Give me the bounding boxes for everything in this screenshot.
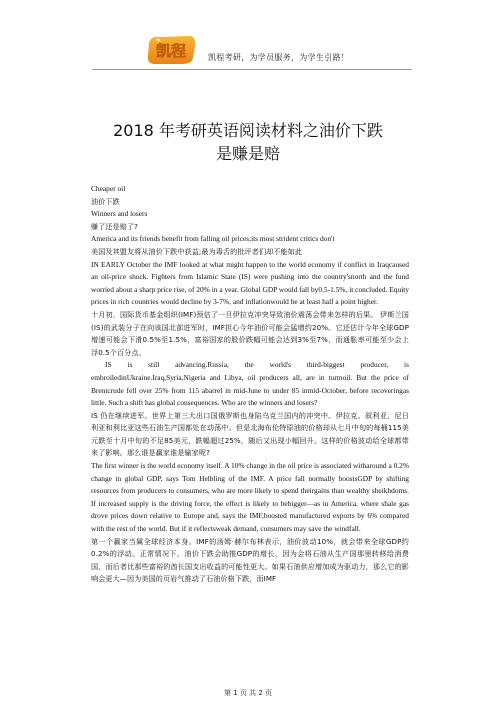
header-slogan: 凯程考研，为学员服务，为学生引路！	[208, 53, 350, 62]
heading-en: Cheaper oil	[91, 184, 126, 193]
article-title-line-1: 2018 年考研英语阅读材料之油价下跌	[113, 121, 383, 140]
subheading-en: Winners and losers	[91, 209, 148, 219]
paragraph-1-cn: 十月初，国际货币基金组织(IMF)预估了一旦伊拉克冲突导致油价震荡会带来怎样的后果。 伊斯兰国(IS)的武装分子在向该国北部进军时，IMF担心今年油价可能会猛增约20%。它还估计今年全球GDP增速可能会下滑0.5%至1.5%，富裕国家的股价跌幅可能会达到3%至7%，而通胀率可能至少会上浮0.5个百分点。	[91, 309, 409, 357]
article-body	[91, 183, 409, 586]
paragraph-3-cn: 第一个赢家当属全球经济本身。IMF的汤姆·赫尔布林表示，油价波动10%，就会带来全球GDP约0.2%的浮动。正常情况下，油价下跌会助推GDP的增长，因为会将石油从生产国那里转移给消费国，而后者比那些富裕的酋长国支出收益的可能性更大。如果石油供应增加成为驱动力，那么它的影响会更大—因为美国的页岩气推动了石油价格下跌，而IMF	[91, 536, 409, 584]
kaicheng-logo-icon	[145, 34, 197, 66]
lead-cn: 美国及其盟友将从油价下跌中获益;最为毒舌的批评者们却不能如此	[91, 246, 303, 256]
paragraph-2-en: IS is still advancing.Russia, the world's third-biggest producer, is embroiledinUkraine.Iraq,Syria,Nigeria and Libya, oil producers all, are in turmoil. But the price of Brentcrude fell over 25% from 115 abarrel in mid-June to under 85 inmid-October, before recoveringas little. Such a shift has global consequences. Who are the winners and losers?	[91, 360, 409, 408]
paragraph-1-en: IN EARLY October the IMF looked at what might happen to the world economy if conflict in Iraqcaused an oil-price shock. Fighters from Islamic State (IS) were pushing into the country'snorth and the fund worried about a sharp price rise, of 20% in a year. Global GDP would fall by0.5-1.5%, it concluded. Equity prices in rich countries would decline by 3-7%, and inflationwould be at least half a point higher.	[91, 259, 409, 307]
page-header	[0, 0, 496, 70]
article-title-line-2: 是赚是赔	[215, 144, 280, 163]
svg-text:凯程: 凯程	[155, 42, 187, 60]
page-footer: 第 1 页 共 2 页	[223, 689, 273, 697]
subheading-cn: 赚了还是赔了?	[91, 221, 139, 231]
heading-cn: 油价下跌	[91, 196, 120, 206]
paragraph-2-cn: IS 仍在继续进军。世界上第三大出口国俄罗斯也身陷乌克兰国内的冲突中。伊拉克、叙利亚、尼日利亚和利比亚这些石油生产国都处在动荡中。但是北海布伦特原油的价格却从七月中旬的每桶115美元跌至十月中旬的不足85美元，跌幅超过25%，随后又出现小幅回升。这样的价格波动给全球都带来了影响。那么谁是赢家谁是输家呢?	[91, 410, 409, 458]
lead-en: America and its friends benefit from falling oil prices;its most strident critics don't	[91, 234, 335, 244]
paragraph-3-en: The first winner is the world economy itself. A 10% change in the oil price is associated witharound a 0.2% change in global GDP, says Tom Helbling of the IMF. A price fall normally boostsGDP by shifting resources from producers to consumers, who are more likely to spend theirgains than wealthy sheikhdoms. If increased supply is the driving force, the effect is likely to bebigger—as in America, where shale gas drove prices down relative to Europe and, says the IMF,boosted manufactured exports by 6% compared with the rest of the world. But if it reflectsweak demand, consumers may save the windfall.	[91, 461, 409, 534]
header-divider	[92, 69, 412, 70]
